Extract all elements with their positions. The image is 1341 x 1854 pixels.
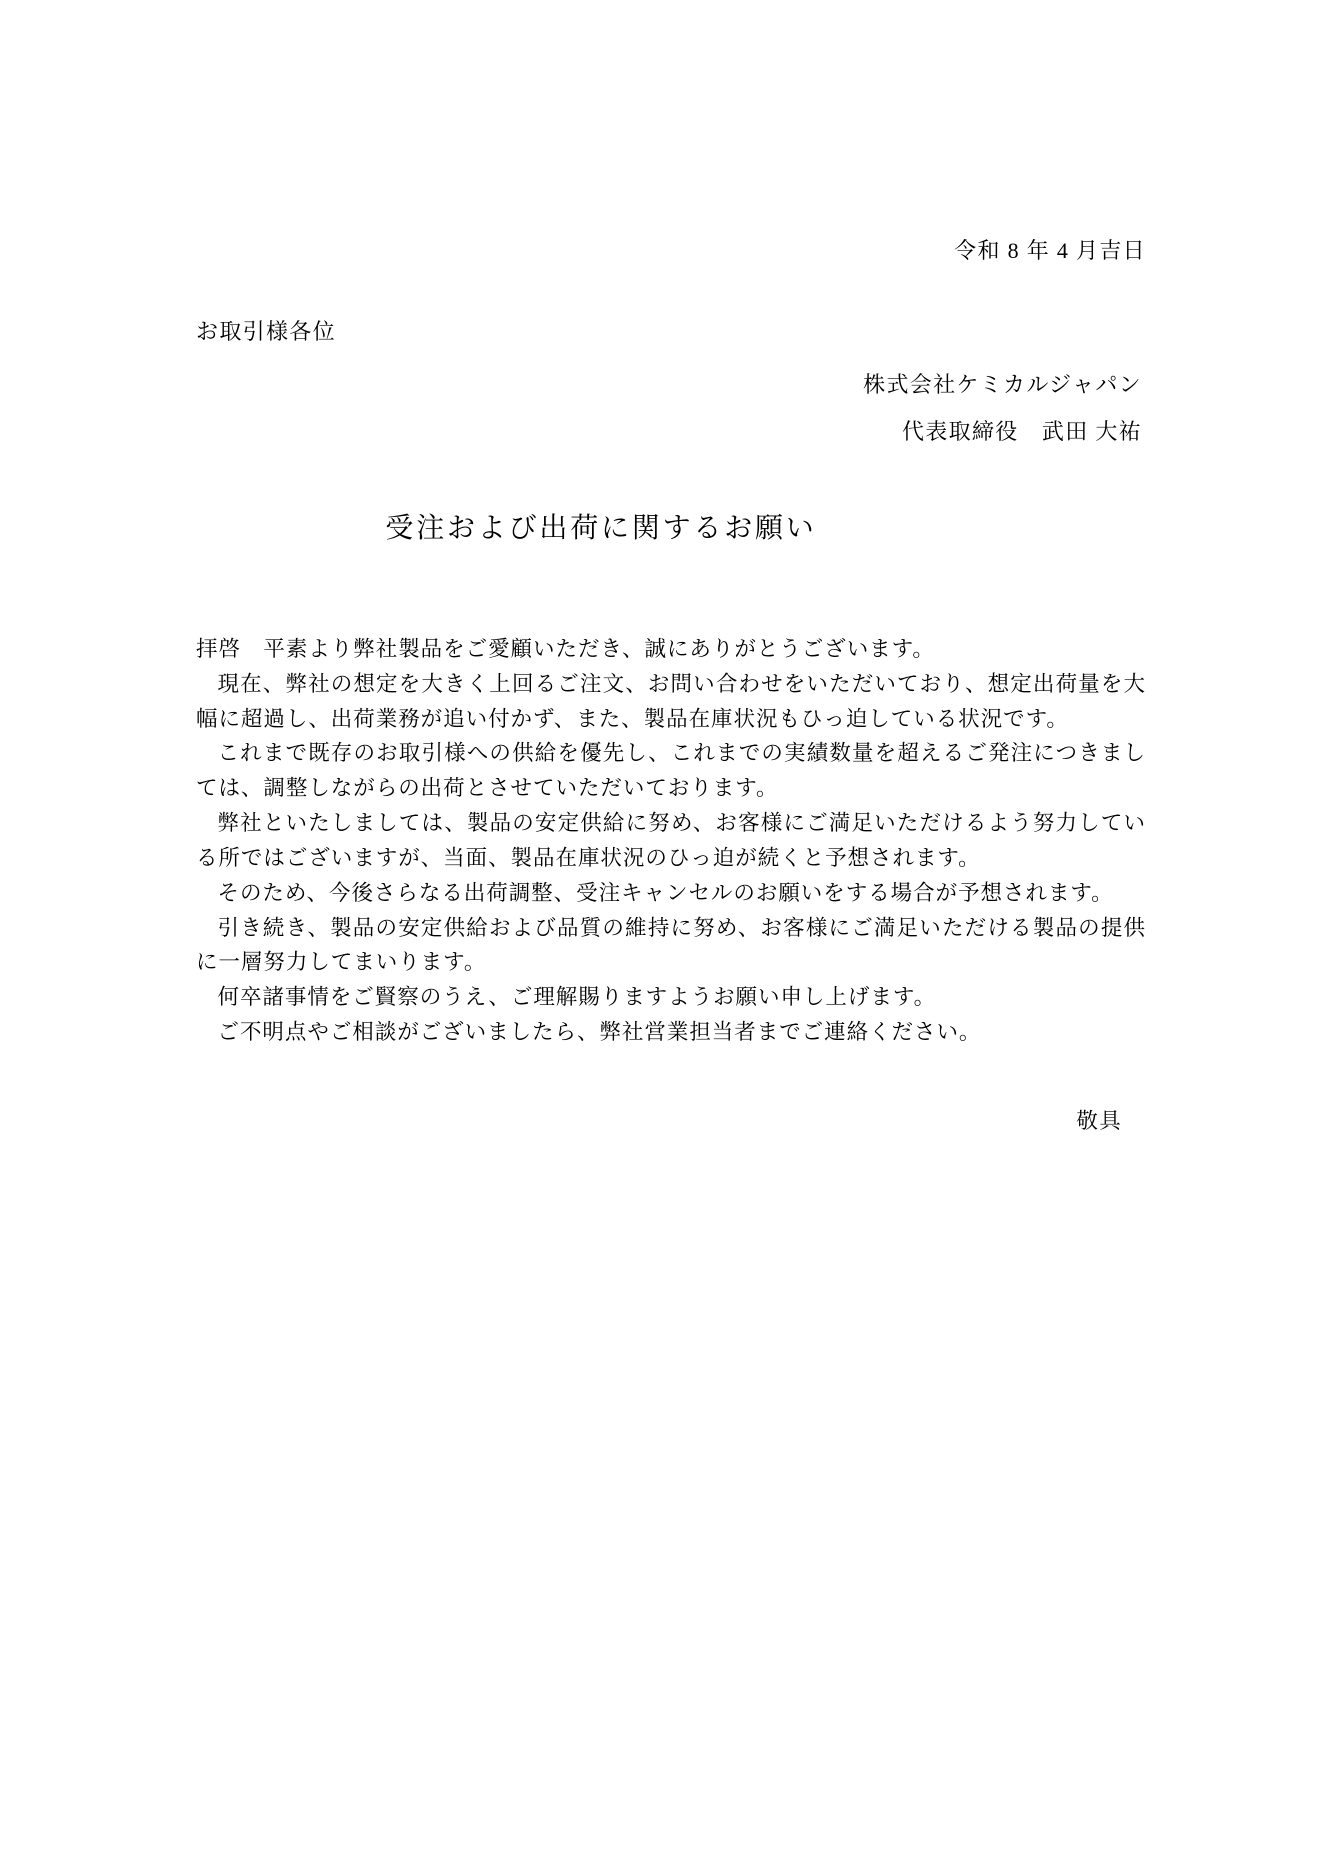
paragraph-contact: ご不明点やご相談がございましたら、弊社営業担当者までご連絡ください。 — [217, 1020, 982, 1045]
page-title: 受注および出荷に関するお願い — [385, 513, 817, 544]
paragraph-continued-supply: 引き続き、製品の安定供給および品質の維持に努め、お客様にご満足いただける製品の提供に一層努力してまいります。 — [196, 915, 1146, 975]
closing-word: 敬具 — [1076, 1108, 1122, 1133]
sender-company: 株式会社ケミカルジャパン — [863, 372, 1142, 397]
paragraph-situation: 現在、弊社の想定を大きく上回るご注文、お問い合わせをいただいており、想定出荷量を大幅に超過し、出荷業務が追い付かず、また、製品在庫状況もひっ迫している状況です。 — [196, 671, 1146, 731]
recipient-line: お取引様各位 — [196, 319, 336, 344]
document-body — [196, 632, 1146, 1050]
paragraph-request-understanding: 何卒諸事情をご賢察のうえ、ご理解賜りますようお願い申し上げます。 — [217, 985, 937, 1010]
paragraph-cancel-notice: そのため、今後さらなる出荷調整、受注キャンセルのお願いをする場合が予想されます。 — [217, 880, 1114, 905]
paragraph-priority: これまで既存のお取引様への供給を優先し、これまでの実績数量を超えるご発注につきましては、調整しながらの出荷とさせていただいております。 — [196, 741, 1146, 801]
paragraph-greeting: 拝啓 平素より弊社製品をご愛顧いただき、誠にありがとうございます。 — [196, 637, 935, 661]
document-date: 令和 8 年 4 月吉日 — [954, 238, 1146, 263]
sender-person: 代表取締役 武田 大祐 — [901, 419, 1142, 444]
document-content — [196, 0, 1146, 1135]
sender-block — [196, 368, 1146, 446]
paragraph-effort: 弊社といたしましては、製品の安定供給に努め、お客様にご満足いただけるよう努力している所ではございますが、当面、製品在庫状況のひっ迫が続くと予想されます。 — [196, 811, 1146, 870]
